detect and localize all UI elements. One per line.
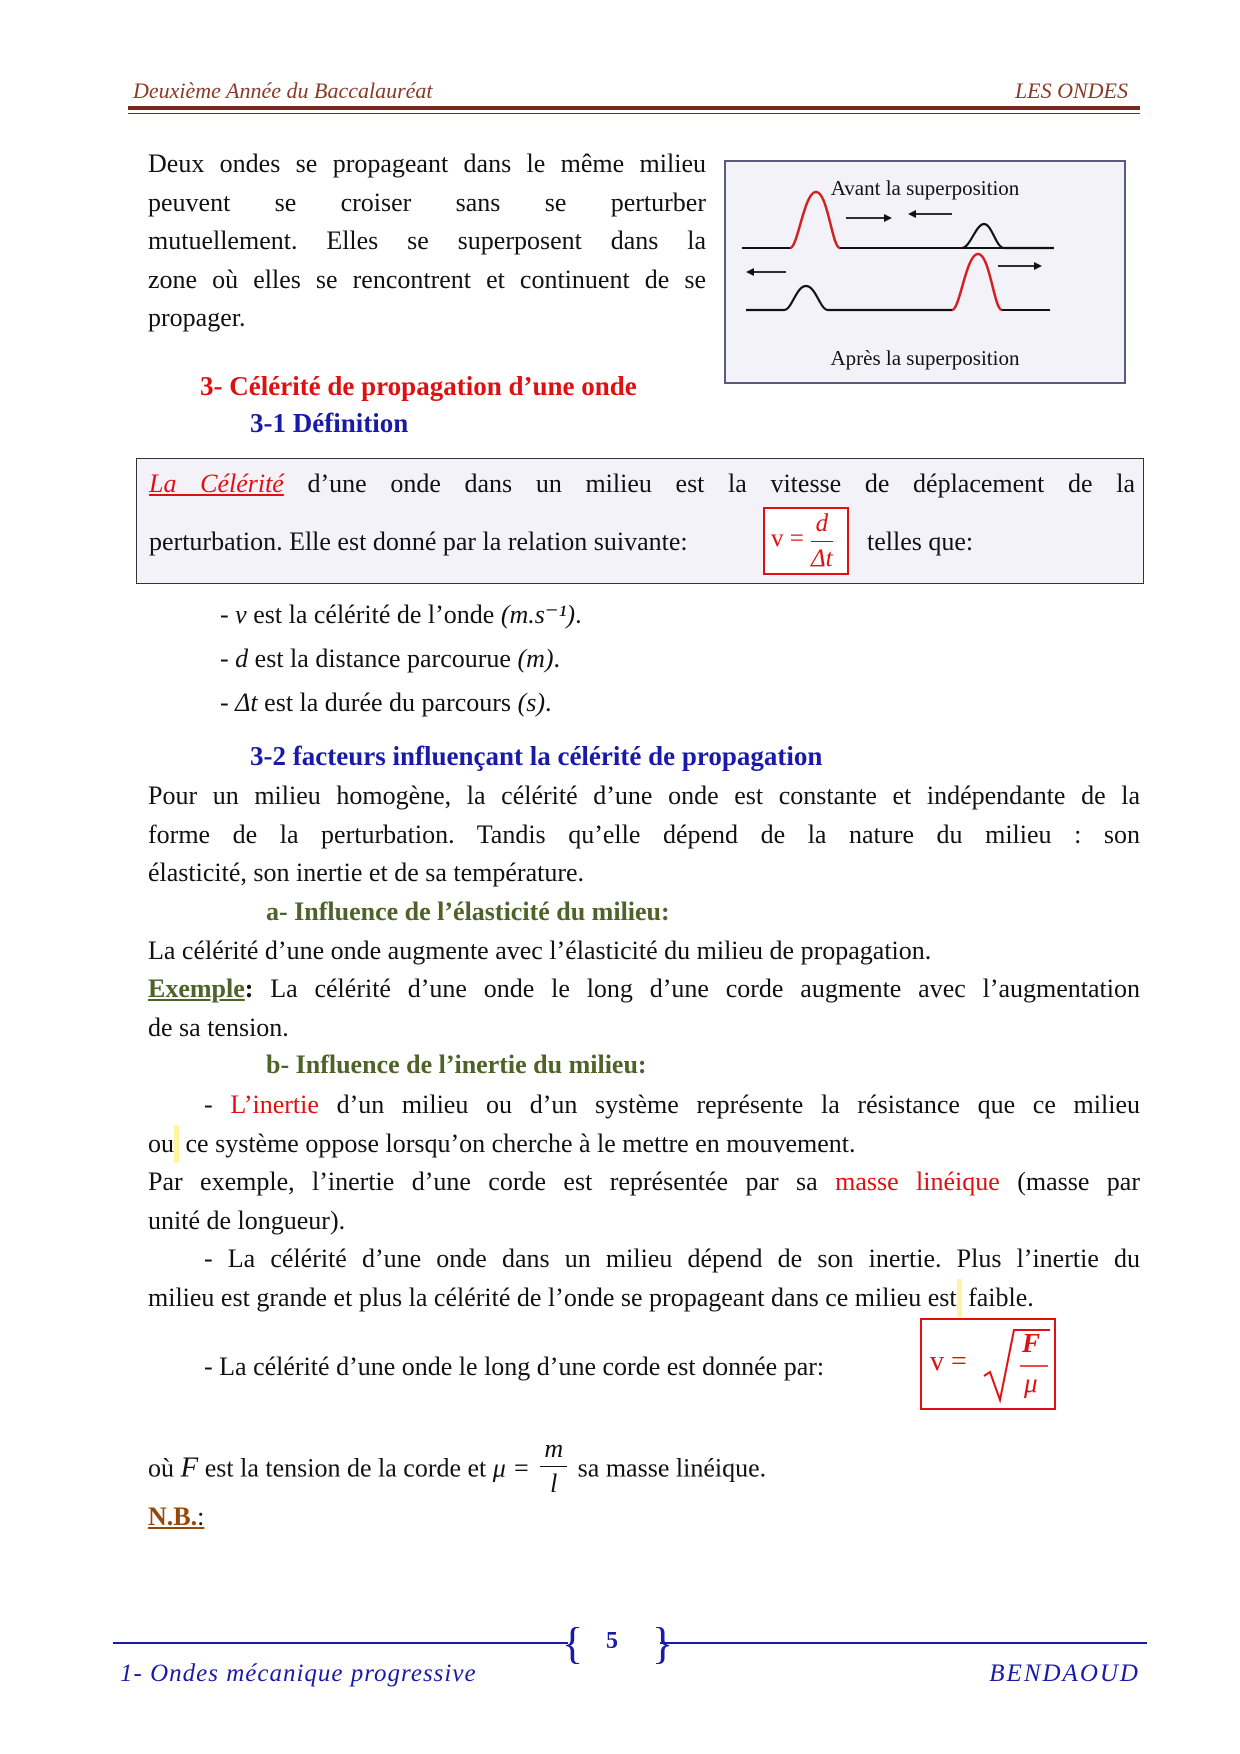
square-root-sign xyxy=(982,1326,1052,1406)
footer-rule-left xyxy=(113,1642,568,1644)
pulse-before-red-hump xyxy=(790,192,840,248)
subsection-b-title: b- Influence de l’inertie du milieu: xyxy=(266,1050,647,1079)
where-mid: est la tension de la corde et xyxy=(198,1453,493,1483)
inertia-line-2-rest: ce système oppose lorsqu’on cherche à le mettre en mouvement. xyxy=(179,1128,856,1158)
inertia-line-1 xyxy=(148,1086,1140,1125)
formula-fraction xyxy=(811,507,833,576)
variable-symbol: Δt xyxy=(235,688,258,717)
definition-box xyxy=(136,458,1144,584)
dash: - xyxy=(220,688,236,717)
example-line-2: de sa tension. xyxy=(148,1012,289,1042)
intro-line: Deux ondes se propageant dans le même milieu xyxy=(148,149,706,178)
dash: - xyxy=(204,1090,231,1119)
where-F: F xyxy=(180,1451,199,1484)
example-line-1 xyxy=(148,970,1140,1009)
inertia-effect-line-1: - La célérité d’une onde dans un milieu dépend de son inertie. Plus l’inertie du xyxy=(204,1244,1140,1273)
variable-unit: (s) xyxy=(517,688,545,717)
variable-symbol: d xyxy=(235,644,249,673)
page-number: 5 xyxy=(606,1628,618,1654)
arrowhead-right-top xyxy=(884,214,892,222)
variable-text: est la durée du parcours xyxy=(257,688,518,717)
inertia-line-2 xyxy=(148,1125,1140,1164)
section-3-2-title: 3-2 facteurs influençant la célérité de propagation xyxy=(250,741,823,771)
subsection-a-title: a- Influence de l’élasticité du milieu: xyxy=(266,897,670,926)
period: . xyxy=(545,688,552,717)
linear-mass-pre: Par exemple, l’inertie d’une corde est représentée par sa xyxy=(148,1167,836,1196)
variable-symbol: v xyxy=(235,600,247,629)
superposition-figure xyxy=(724,160,1126,384)
mass-numerator: m xyxy=(540,1432,567,1467)
mass-denominator: l xyxy=(550,1469,558,1498)
variable-unit: (m) xyxy=(517,644,554,673)
example-colon: : xyxy=(244,974,254,1003)
footer-brace-left: { xyxy=(562,1619,584,1668)
inertia-line-2-start: ou xyxy=(148,1128,174,1158)
variable-text: est la distance parcourue xyxy=(248,644,518,673)
linear-mass-post: (masse par xyxy=(999,1167,1140,1196)
pulse-after-red-base xyxy=(952,254,1050,310)
period: . xyxy=(553,644,561,673)
footer-rule-right xyxy=(660,1642,1147,1644)
pulse-after-red xyxy=(952,254,1002,310)
example-label: Exemple xyxy=(148,974,245,1003)
where-pre: où xyxy=(148,1453,181,1483)
where-mu: μ = xyxy=(492,1453,530,1483)
inertia-effect-line-2-start: milieu est grande et plus la célérité de l’onde se propageant dans ce milieu est xyxy=(148,1282,957,1312)
variable-item xyxy=(220,596,582,634)
figure-caption-before: Avant la superposition xyxy=(830,176,1020,200)
example-block xyxy=(148,970,1140,1047)
intro-line: mutuellement. Elles se superposent dans la xyxy=(148,226,706,255)
pulse-before-black xyxy=(962,224,1054,248)
inertia-text: d’un milieu ou d’un système représente la résistance que ce milieu xyxy=(318,1090,1140,1119)
mass-fraction xyxy=(540,1432,567,1501)
definition-line-2 xyxy=(149,523,688,561)
definition-text: d’une onde dans un milieu est la vitesse de déplacement de la xyxy=(307,469,1135,498)
header-rule-thin xyxy=(128,113,1140,114)
inertia-effect-line-2-end: faible. xyxy=(961,1282,1034,1312)
paragraph-line: Pour un milieu homogène, la célérité d’une onde est constante et indépendante de la xyxy=(148,781,1140,810)
section-3-title: 3- Célérité de propagation d’une onde xyxy=(200,371,637,401)
intro-line: zone où elles se rencontrent et continuent de se xyxy=(148,264,706,294)
footer-brace-right: } xyxy=(652,1619,674,1668)
linear-mass-line-2: unité de longueur). xyxy=(148,1205,346,1235)
paragraph-line: forme de la perturbation. Tandis qu’elle dépend de la nature du milieu : son xyxy=(148,819,1140,849)
period: . xyxy=(575,600,582,629)
definition-term: La Célérité xyxy=(149,469,284,498)
inertia-effect-line-2 xyxy=(148,1279,1140,1318)
definition-telles-que: telles que: xyxy=(867,527,974,556)
header-rule xyxy=(128,106,1140,110)
variable-item xyxy=(220,640,560,678)
formula-numerator: d xyxy=(811,507,833,542)
figure-caption-after: Après la superposition xyxy=(830,346,1020,370)
dash: - xyxy=(220,644,236,673)
nb-colon: : xyxy=(197,1502,205,1531)
nb-label xyxy=(148,1502,204,1532)
rope-speed-text: - La célérité d’une onde le long d’une corde est donnée par: xyxy=(204,1352,825,1381)
where-line xyxy=(148,1436,766,1505)
inertia-term: L’inertie xyxy=(230,1090,319,1119)
inertia-definition xyxy=(148,1086,1140,1317)
example-text: La célérité d’une onde le long d’une corde augmente avec l’augmentation xyxy=(253,974,1140,1003)
rope-formula-denominator: μ xyxy=(1024,1368,1038,1398)
rope-speed-formula xyxy=(920,1318,1056,1410)
footer-author: BENDAOUD xyxy=(989,1660,1140,1687)
section-3-1-title: 3-1 Définition xyxy=(250,408,409,438)
linear-mass-term: masse linéique xyxy=(835,1167,1000,1196)
where-post: sa masse linéique. xyxy=(571,1453,767,1483)
velocity-formula xyxy=(763,507,849,575)
intro-line: peuvent se croiser sans se perturber xyxy=(148,187,706,217)
footer-chapter: 1- Ondes mécanique progressive xyxy=(120,1660,477,1687)
subsection-a-text: La célérité d’une onde augmente avec l’élasticité du milieu de propagation. xyxy=(148,936,932,965)
header-chapter-title: LES ONDES xyxy=(1014,78,1128,103)
arrowhead-left-top xyxy=(908,210,916,218)
section-3-2-paragraph xyxy=(148,777,1140,893)
nb-text: N.B. xyxy=(148,1502,198,1531)
variable-text: est la célérité de l’onde xyxy=(246,600,501,629)
rope-formula-lhs: v = xyxy=(930,1346,967,1377)
header-course-title: Deuxième Année du Baccalauréat xyxy=(133,78,433,103)
formula-lhs: v = xyxy=(771,525,804,552)
linear-mass-line-1 xyxy=(148,1163,1140,1202)
arrowhead-left-bottom xyxy=(746,268,754,276)
rope-formula-numerator: F xyxy=(1022,1328,1041,1358)
arrowhead-right-bottom xyxy=(1034,262,1042,270)
paragraph-line: élasticité, son inertie et de sa température. xyxy=(148,858,585,887)
formula-denominator: Δt xyxy=(811,545,833,572)
intro-line: propager. xyxy=(148,303,246,332)
dash: - xyxy=(220,600,236,629)
pulse-before-red xyxy=(742,192,1018,248)
variable-unit: (m.s⁻¹) xyxy=(500,600,576,629)
definition-relation-text: perturbation. Elle est donné par la relation suivante: xyxy=(149,527,688,556)
definition-line-1 xyxy=(149,465,1135,503)
intro-paragraph xyxy=(148,145,706,338)
pulse-after-black xyxy=(746,286,952,310)
variable-item xyxy=(220,684,552,722)
